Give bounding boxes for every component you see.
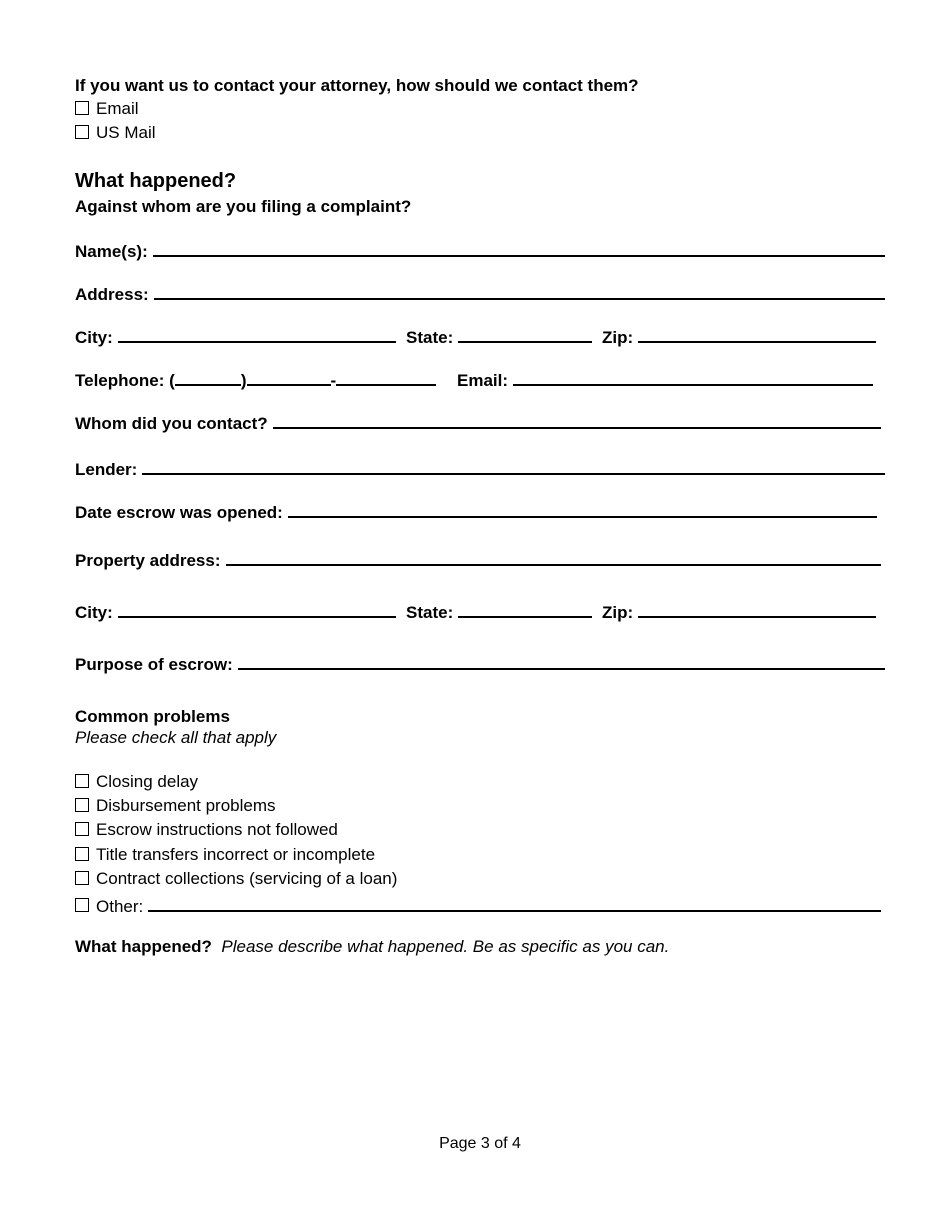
problem-option-title-transfers[interactable] <box>75 845 375 865</box>
state-label: State: <box>406 603 454 622</box>
checkbox-icon[interactable] <box>75 774 89 788</box>
state-input-line[interactable] <box>458 324 592 343</box>
what-happened-label: What happened? <box>75 937 212 956</box>
escrow-date-label: Date escrow was opened: <box>75 503 283 522</box>
lender-input-line[interactable] <box>142 456 885 475</box>
checkbox-icon[interactable] <box>75 822 89 836</box>
city-field <box>75 324 396 348</box>
option-label: Other: <box>96 897 144 916</box>
zip-input-line[interactable] <box>638 324 876 343</box>
email-label: Email: <box>457 371 509 390</box>
against-whom-heading: Against whom are you filing a complaint? <box>75 197 412 216</box>
attorney-contact-question: If you want us to contact your attorney, how should we contact them? <box>75 76 639 95</box>
problem-option-instructions[interactable] <box>75 820 338 840</box>
option-label: Escrow instructions not followed <box>96 820 338 839</box>
property-state-input-line[interactable] <box>458 599 592 618</box>
purpose-input-line[interactable] <box>238 651 885 670</box>
checkbox-icon[interactable] <box>75 798 89 812</box>
city-label: City: <box>75 328 113 347</box>
names-input-line[interactable] <box>153 238 885 257</box>
attorney-contact-mail-option[interactable] <box>75 123 156 143</box>
property-state-field <box>406 599 592 623</box>
phone-close-paren: ) <box>240 371 247 390</box>
checkbox-icon[interactable] <box>75 871 89 885</box>
state-field <box>406 324 592 348</box>
common-problems-subtitle: Please check all that apply <box>75 728 277 747</box>
names-field-row <box>75 238 885 262</box>
option-label: Disbursement problems <box>96 796 276 815</box>
phone-prefix-input-line[interactable] <box>247 367 331 386</box>
whom-contact-label: Whom did you contact? <box>75 414 268 433</box>
escrow-date-input-line[interactable] <box>288 499 877 518</box>
property-city-input-line[interactable] <box>118 599 396 618</box>
attorney-contact-email-option[interactable] <box>75 99 139 119</box>
property-address-label: Property address: <box>75 551 221 570</box>
property-zip-input-line[interactable] <box>638 599 876 618</box>
escrow-date-field-row <box>75 499 877 523</box>
area-code-input-line[interactable] <box>175 367 241 386</box>
city-label: City: <box>75 603 113 622</box>
problem-option-other[interactable] <box>75 893 881 917</box>
problem-option-disbursement[interactable] <box>75 796 276 816</box>
zip-label: Zip: <box>602 603 634 622</box>
section-title: What happened? <box>75 170 237 192</box>
address-input-line[interactable] <box>154 281 885 300</box>
telephone-field <box>75 367 436 391</box>
city-input-line[interactable] <box>118 324 396 343</box>
problem-option-contract-collections[interactable] <box>75 869 397 889</box>
zip-label: Zip: <box>602 328 634 347</box>
phone-dash: - <box>330 371 337 390</box>
phone-open-paren: ( <box>169 371 175 390</box>
checkbox-icon[interactable] <box>75 898 89 912</box>
lender-label: Lender: <box>75 460 138 479</box>
option-label: Email <box>96 99 139 118</box>
option-label: Title transfers incorrect or incomplete <box>96 845 376 864</box>
common-problems-title: Common problems <box>75 707 230 726</box>
names-label: Name(s): <box>75 242 148 261</box>
option-label: Closing delay <box>96 772 199 791</box>
state-label: State: <box>406 328 454 347</box>
email-field <box>457 367 873 391</box>
property-city-field <box>75 599 396 623</box>
whom-contact-field-row <box>75 410 881 434</box>
address-field-row <box>75 281 885 305</box>
checkbox-icon[interactable] <box>75 101 89 115</box>
checkbox-icon[interactable] <box>75 125 89 139</box>
problem-option-closing-delay[interactable] <box>75 772 198 792</box>
other-input-line[interactable] <box>148 893 881 912</box>
email-input-line[interactable] <box>513 367 873 386</box>
address-label: Address: <box>75 285 149 304</box>
property-address-field-row <box>75 547 881 571</box>
checkbox-icon[interactable] <box>75 847 89 861</box>
option-label: US Mail <box>96 123 156 142</box>
purpose-label: Purpose of escrow: <box>75 655 233 674</box>
telephone-label: Telephone: <box>75 371 165 390</box>
what-happened-instruction: Please describe what happened. Be as specific as you can. <box>221 937 670 956</box>
property-zip-field <box>602 599 876 623</box>
page-number: Page 3 of 4 <box>439 1135 521 1152</box>
whom-contact-input-line[interactable] <box>273 410 881 429</box>
zip-field <box>602 324 876 348</box>
option-label: Contract collections (servicing of a loan) <box>96 869 398 888</box>
purpose-field-row <box>75 651 885 675</box>
property-address-input-line[interactable] <box>226 547 882 566</box>
what-happened-prompt <box>75 937 669 957</box>
lender-field-row <box>75 456 885 480</box>
phone-number-input-line[interactable] <box>336 367 436 386</box>
